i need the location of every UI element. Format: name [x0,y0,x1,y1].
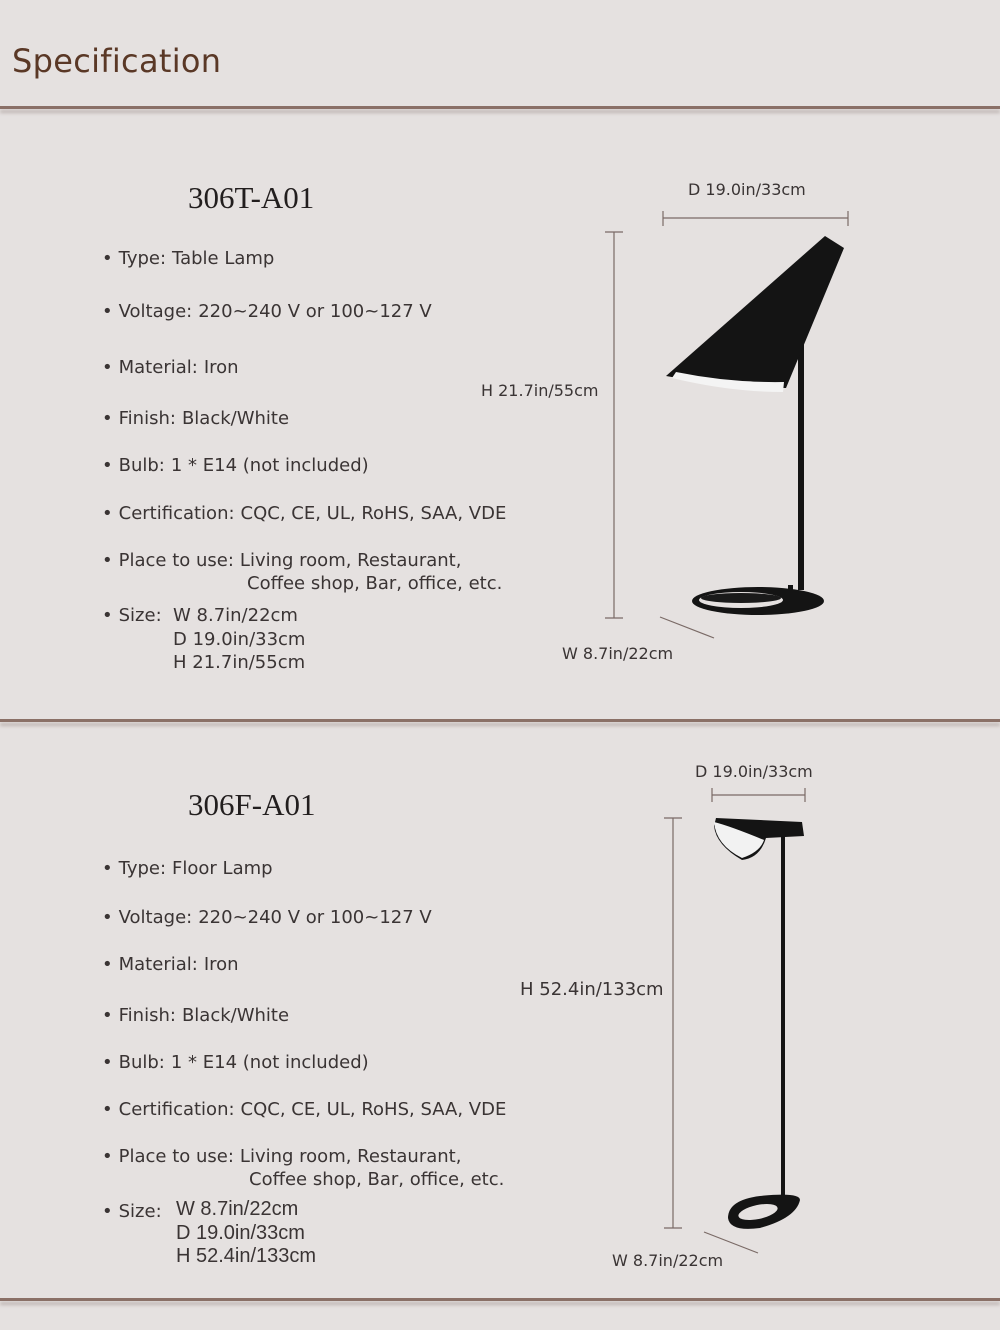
dimension-width-label: W 8.7in/22cm [612,1251,724,1270]
spec-label: Finish: [118,408,176,429]
spec-material: • Material: Iron [102,954,239,975]
size-depth: D 19.0in/33cm [176,1221,305,1244]
size-height: H 21.7in/55cm [173,652,306,673]
spec-value: 220~240 V or 100~127 V [198,907,432,928]
model-title-floor-lamp: 306F-A01 [188,787,316,822]
spec-place: • Place to use: Living room, Restaurant, [102,1146,462,1167]
spec-label: Type: [118,248,167,269]
spec-value: Black/White [181,1005,290,1026]
spec-type: • Type: Floor Lamp [102,858,273,879]
page-title: Specification [12,42,222,80]
spec-value: Living room, Restaurant, [239,1146,462,1167]
spec-place-cont: Coffee shop, Bar, office, etc. [247,573,503,594]
spec-label: Bulb: [118,1052,165,1073]
spec-certification: • Certification: CQC, CE, UL, RoHS, SAA, VDE [102,503,507,524]
spec-label: Type: [118,858,167,879]
spec-finish: • Finish: Black/White [102,1005,290,1026]
spec-value: Table Lamp [172,248,275,269]
spec-type: • Type: Table Lamp [102,248,275,269]
spec-size: • Size: [102,605,162,626]
dimension-depth-label: D 19.0in/33cm [695,762,813,781]
spec-value: Living room, Restaurant, [239,550,462,571]
spec-label: Size: [118,1201,162,1222]
spec-size: • Size: [102,1201,162,1222]
model-title-table-lamp: 306T-A01 [188,180,315,215]
spec-value: CQC, CE, UL, RoHS, SAA, VDE [240,503,507,524]
spec-material: • Material: Iron [102,357,239,378]
spec-label: Certification: [118,503,235,524]
dimension-depth-label: D 19.0in/33cm [688,180,806,199]
spec-value: 220~240 V or 100~127 V [198,301,432,322]
spec-voltage: • Voltage: 220~240 V or 100~127 V [102,301,432,322]
size-width: W 8.7in/22cm [176,1198,299,1220]
spec-value: CQC, CE, UL, RoHS, SAA, VDE [240,1099,507,1120]
spec-bulb: • Bulb: 1 * E14 (not included) [102,1052,369,1073]
divider-bottom [0,1298,1000,1301]
spec-voltage: • Voltage: 220~240 V or 100~127 V [102,907,432,928]
spec-label: Bulb: [118,455,165,476]
spec-value: Iron [203,954,239,975]
floor-lamp-icon [714,818,804,1229]
size-height: H 52.4in/133cm [176,1245,317,1267]
spec-place: • Place to use: Living room, Restaurant, [102,550,462,571]
size-depth: D 19.0in/33cm [173,628,306,650]
depth-dimension-line [712,788,805,802]
dimension-width-label: W 8.7in/22cm [562,644,674,663]
spec-value: Iron [203,357,239,378]
spec-certification: • Certification: CQC, CE, UL, RoHS, SAA, VDE [102,1099,507,1120]
spec-bulb: • Bulb: 1 * E14 (not included) [102,455,369,476]
spec-finish: • Finish: Black/White [102,408,290,429]
spec-label: Place to use: [118,1146,234,1167]
spec-value: Floor Lamp [172,858,273,879]
dimension-height-label: H 52.4in/133cm [520,979,664,1000]
spec-label: Material: [118,357,198,378]
height-dimension-line [664,818,682,1228]
dimension-height-label: H 21.7in/55cm [481,381,599,400]
spec-value: 1 * E14 (not included) [170,1052,369,1073]
spec-label: Material: [118,954,198,975]
spec-place-cont: Coffee shop, Bar, office, etc. [249,1169,505,1190]
spec-label: Voltage: [118,301,193,322]
spec-value: Black/White [181,408,290,429]
spec-label: Voltage: [118,907,193,928]
width-dimension-line [704,1232,758,1253]
spec-label: Place to use: [118,550,234,571]
size-width: W 8.7in/22cm [173,605,298,626]
spec-label: Finish: [118,1005,176,1026]
spec-label: Certification: [118,1099,235,1120]
spec-value: 1 * E14 (not included) [170,455,369,476]
spec-label: Size: [118,605,162,626]
